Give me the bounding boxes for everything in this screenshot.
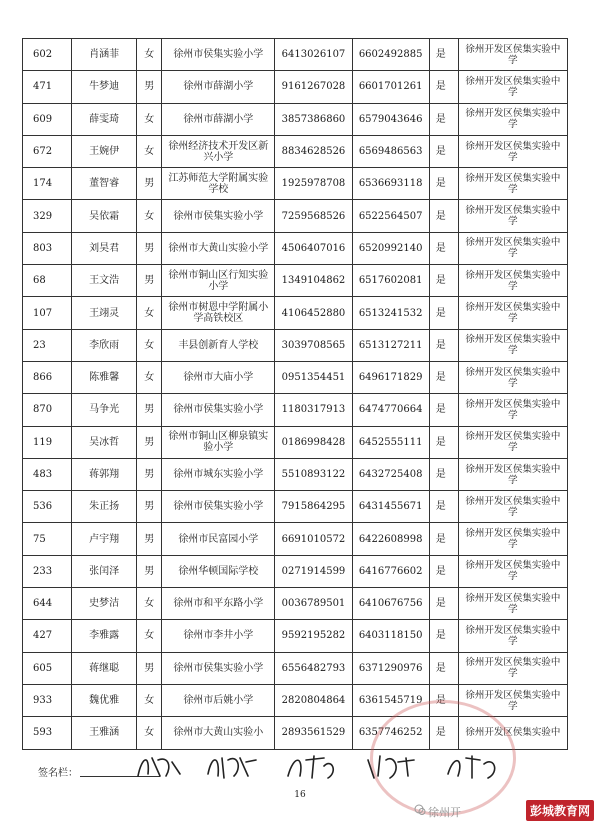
cell-number-2: 6410676756 bbox=[352, 588, 429, 620]
cell-number-2: 6422608998 bbox=[352, 523, 429, 555]
cell-number-2: 6361545719 bbox=[352, 684, 429, 716]
table-row bbox=[23, 652, 568, 684]
table-row bbox=[23, 458, 568, 490]
page-number: 16 bbox=[294, 790, 306, 800]
cell-number-2: 6513241532 bbox=[352, 297, 429, 329]
cell-sex: 女 bbox=[137, 39, 162, 71]
cell-destination: 徐州开发区侯集实验中学 bbox=[458, 555, 567, 587]
cell-destination: 徐州开发区侯集实验中学 bbox=[458, 491, 567, 523]
cell-sex: 男 bbox=[137, 491, 162, 523]
cell-school: 徐州市大黄山实验小 bbox=[162, 717, 275, 749]
cell-sex: 女 bbox=[137, 135, 162, 167]
cell-sex: 男 bbox=[137, 71, 162, 103]
roster-body bbox=[23, 39, 568, 750]
cell-flag: 是 bbox=[429, 717, 458, 749]
cell-number-1: 0186998428 bbox=[275, 426, 352, 458]
cell-sex: 男 bbox=[137, 394, 162, 426]
cell-sex: 男 bbox=[137, 168, 162, 200]
cell-sex: 男 bbox=[137, 555, 162, 587]
handwritten-signatures bbox=[128, 746, 568, 786]
student-roster-table bbox=[22, 38, 568, 750]
cell-name: 李雅露 bbox=[72, 620, 137, 652]
cell-school: 徐州市民富园小学 bbox=[162, 523, 275, 555]
cell-number-1: 9592195282 bbox=[275, 620, 352, 652]
cell-id: 119 bbox=[23, 426, 72, 458]
cell-number-2: 6522564507 bbox=[352, 200, 429, 232]
cell-flag: 是 bbox=[429, 652, 458, 684]
cell-destination: 徐州开发区侯集实验中学 bbox=[458, 135, 567, 167]
roster-sheet bbox=[22, 38, 582, 750]
cell-destination: 徐州开发区侯集实验中学 bbox=[458, 329, 567, 361]
table-row bbox=[23, 265, 568, 297]
cell-id: 672 bbox=[23, 135, 72, 167]
table-row bbox=[23, 523, 568, 555]
cell-name: 陈雅馨 bbox=[72, 361, 137, 393]
cell-destination: 徐州开发区侯集实验中学 bbox=[458, 103, 567, 135]
cell-id: 75 bbox=[23, 523, 72, 555]
cell-flag: 是 bbox=[429, 200, 458, 232]
cell-sex: 男 bbox=[137, 232, 162, 264]
cell-name: 王婉伊 bbox=[72, 135, 137, 167]
cell-destination: 徐州开发区侯集实验中学 bbox=[458, 588, 567, 620]
cell-destination: 徐州开发区侯集实验中学 bbox=[458, 684, 567, 716]
cell-flag: 是 bbox=[429, 620, 458, 652]
cell-school: 丰县创新育人学校 bbox=[162, 329, 275, 361]
cell-school: 徐州市后姚小学 bbox=[162, 684, 275, 716]
table-row bbox=[23, 297, 568, 329]
cell-number-1: 5510893122 bbox=[275, 458, 352, 490]
cell-sex: 男 bbox=[137, 523, 162, 555]
table-row bbox=[23, 329, 568, 361]
cell-number-1: 6413026107 bbox=[275, 39, 352, 71]
cell-flag: 是 bbox=[429, 426, 458, 458]
table-row bbox=[23, 103, 568, 135]
cell-school: 徐州华顿国际学校 bbox=[162, 555, 275, 587]
cell-id: 866 bbox=[23, 361, 72, 393]
cell-id: 233 bbox=[23, 555, 72, 587]
cell-number-1: 0036789501 bbox=[275, 588, 352, 620]
cell-number-2: 6517602081 bbox=[352, 265, 429, 297]
table-row bbox=[23, 168, 568, 200]
cell-name: 吴依霜 bbox=[72, 200, 137, 232]
cell-id: 427 bbox=[23, 620, 72, 652]
cell-id: 107 bbox=[23, 297, 72, 329]
table-row bbox=[23, 555, 568, 587]
cell-sex: 女 bbox=[137, 684, 162, 716]
cell-number-1: 1925978708 bbox=[275, 168, 352, 200]
cell-destination: 徐州开发区侯集实验中学 bbox=[458, 71, 567, 103]
cell-flag: 是 bbox=[429, 135, 458, 167]
cell-name: 肖涵菲 bbox=[72, 39, 137, 71]
cell-flag: 是 bbox=[429, 458, 458, 490]
cell-number-2: 6569486563 bbox=[352, 135, 429, 167]
cell-number-1: 8834628526 bbox=[275, 135, 352, 167]
cell-name: 王雅涵 bbox=[72, 717, 137, 749]
cell-id: 593 bbox=[23, 717, 72, 749]
cell-school: 徐州经济技术开发区新兴小学 bbox=[162, 135, 275, 167]
cell-destination: 徐州开发区侯集实验中学 bbox=[458, 168, 567, 200]
cell-number-2: 6371290976 bbox=[352, 652, 429, 684]
cell-number-1: 7915864295 bbox=[275, 491, 352, 523]
cell-destination: 徐州开发区侯集实验中学 bbox=[458, 297, 567, 329]
cell-number-2: 6452555111 bbox=[352, 426, 429, 458]
cell-school: 徐州市大庙小学 bbox=[162, 361, 275, 393]
cell-number-1: 9161267028 bbox=[275, 71, 352, 103]
cell-id: 803 bbox=[23, 232, 72, 264]
cell-name: 魏优雅 bbox=[72, 684, 137, 716]
cell-number-2: 6474770664 bbox=[352, 394, 429, 426]
sign-label: 签名栏： bbox=[38, 768, 78, 779]
cell-number-1: 6556482793 bbox=[275, 652, 352, 684]
cell-sex: 女 bbox=[137, 329, 162, 361]
cell-name: 张闰泽 bbox=[72, 555, 137, 587]
cell-number-1: 2820804864 bbox=[275, 684, 352, 716]
cell-sex: 男 bbox=[137, 265, 162, 297]
cell-sex: 女 bbox=[137, 588, 162, 620]
cell-number-2: 6602492885 bbox=[352, 39, 429, 71]
cell-number-1: 1180317913 bbox=[275, 394, 352, 426]
cell-sex: 女 bbox=[137, 200, 162, 232]
cell-id: 870 bbox=[23, 394, 72, 426]
cell-school: 徐州市和平东路小学 bbox=[162, 588, 275, 620]
cell-sex: 女 bbox=[137, 297, 162, 329]
table-row bbox=[23, 232, 568, 264]
cell-sex: 女 bbox=[137, 620, 162, 652]
cell-id: 536 bbox=[23, 491, 72, 523]
wechat-icon bbox=[414, 804, 426, 816]
cell-flag: 是 bbox=[429, 555, 458, 587]
cell-school: 徐州市侯集实验小学 bbox=[162, 200, 275, 232]
cell-school: 徐州市薛湖小学 bbox=[162, 71, 275, 103]
cell-number-2: 6520992140 bbox=[352, 232, 429, 264]
cell-number-2: 6513127211 bbox=[352, 329, 429, 361]
cell-destination: 徐州开发区侯集实验中学 bbox=[458, 361, 567, 393]
cell-number-2: 6432725408 bbox=[352, 458, 429, 490]
cell-flag: 是 bbox=[429, 265, 458, 297]
cell-name: 朱正扬 bbox=[72, 491, 137, 523]
cell-flag: 是 bbox=[429, 361, 458, 393]
cell-id: 329 bbox=[23, 200, 72, 232]
cell-name: 吴冰哲 bbox=[72, 426, 137, 458]
cell-sex: 男 bbox=[137, 652, 162, 684]
table-row bbox=[23, 588, 568, 620]
cell-destination: 徐州开发区侯集实验中学 bbox=[458, 394, 567, 426]
cell-flag: 是 bbox=[429, 103, 458, 135]
cell-school: 徐州市李井小学 bbox=[162, 620, 275, 652]
cell-flag: 是 bbox=[429, 329, 458, 361]
cell-name: 牛梦迪 bbox=[72, 71, 137, 103]
cell-number-2: 6536693118 bbox=[352, 168, 429, 200]
cell-number-2: 6357746252 bbox=[352, 717, 429, 749]
cell-school: 徐州市树恩中学附属小学高铁校区 bbox=[162, 297, 275, 329]
cell-destination: 徐州开发区侯集实验中学 bbox=[458, 523, 567, 555]
cell-destination: 徐州开发区侯集实验中学 bbox=[458, 458, 567, 490]
cell-number-1: 6691010572 bbox=[275, 523, 352, 555]
table-row bbox=[23, 39, 568, 71]
cell-name: 董智睿 bbox=[72, 168, 137, 200]
table-row bbox=[23, 200, 568, 232]
cell-flag: 是 bbox=[429, 39, 458, 71]
cell-school: 徐州市侯集实验小学 bbox=[162, 491, 275, 523]
cell-number-2: 6431455671 bbox=[352, 491, 429, 523]
cell-flag: 是 bbox=[429, 523, 458, 555]
watermark-banner bbox=[418, 800, 600, 822]
cell-sex: 女 bbox=[137, 103, 162, 135]
cell-name: 卢宇翔 bbox=[72, 523, 137, 555]
cell-id: 933 bbox=[23, 684, 72, 716]
cell-sex: 女 bbox=[137, 717, 162, 749]
cell-number-1: 3039708565 bbox=[275, 329, 352, 361]
table-row bbox=[23, 491, 568, 523]
cell-name: 薛雯琦 bbox=[72, 103, 137, 135]
cell-school: 徐州市铜山区行知实验小学 bbox=[162, 265, 275, 297]
cell-flag: 是 bbox=[429, 232, 458, 264]
cell-number-1: 0951354451 bbox=[275, 361, 352, 393]
cell-name: 蒋继聪 bbox=[72, 652, 137, 684]
cell-flag: 是 bbox=[429, 168, 458, 200]
cell-name: 李欣雨 bbox=[72, 329, 137, 361]
table-row bbox=[23, 394, 568, 426]
cell-name: 蒋郭翔 bbox=[72, 458, 137, 490]
cell-school: 徐州市侯集实验小学 bbox=[162, 394, 275, 426]
cell-destination: 徐州开发区侯集实验中学 bbox=[458, 265, 567, 297]
cell-id: 605 bbox=[23, 652, 72, 684]
cell-number-1: 1349104862 bbox=[275, 265, 352, 297]
cell-sex: 女 bbox=[137, 361, 162, 393]
cell-flag: 是 bbox=[429, 297, 458, 329]
cell-flag: 是 bbox=[429, 394, 458, 426]
cell-name: 王翊灵 bbox=[72, 297, 137, 329]
cell-school: 徐州市铜山区柳泉镇实验小学 bbox=[162, 426, 275, 458]
cell-id: 471 bbox=[23, 71, 72, 103]
cell-id: 174 bbox=[23, 168, 72, 200]
cell-number-1: 4106452880 bbox=[275, 297, 352, 329]
cell-number-2: 6601701261 bbox=[352, 71, 429, 103]
cell-school: 徐州市侯集实验小学 bbox=[162, 652, 275, 684]
table-row bbox=[23, 620, 568, 652]
cell-destination: 徐州开发区侯集实验中 bbox=[458, 717, 567, 749]
cell-school: 徐州市薛湖小学 bbox=[162, 103, 275, 135]
cell-id: 68 bbox=[23, 265, 72, 297]
cell-id: 609 bbox=[23, 103, 72, 135]
watermark-text: 徐州开 bbox=[428, 806, 461, 819]
cell-number-1: 0271914599 bbox=[275, 555, 352, 587]
cell-number-2: 6579043646 bbox=[352, 103, 429, 135]
cell-name: 刘昊君 bbox=[72, 232, 137, 264]
cell-id: 644 bbox=[23, 588, 72, 620]
cell-school: 徐州市城东实验小学 bbox=[162, 458, 275, 490]
cell-flag: 是 bbox=[429, 71, 458, 103]
cell-school: 江苏师范大学附属实验学校 bbox=[162, 168, 275, 200]
cell-number-1: 2893561529 bbox=[275, 717, 352, 749]
cell-destination: 徐州开发区侯集实验中学 bbox=[458, 39, 567, 71]
cell-id: 602 bbox=[23, 39, 72, 71]
cell-flag: 是 bbox=[429, 491, 458, 523]
cell-destination: 徐州开发区侯集实验中学 bbox=[458, 652, 567, 684]
cell-flag: 是 bbox=[429, 588, 458, 620]
signature-row bbox=[38, 752, 578, 792]
table-row bbox=[23, 71, 568, 103]
table-row bbox=[23, 426, 568, 458]
cell-destination: 徐州开发区侯集实验中学 bbox=[458, 620, 567, 652]
table-row bbox=[23, 135, 568, 167]
cell-flag: 是 bbox=[429, 684, 458, 716]
cell-number-2: 6416776602 bbox=[352, 555, 429, 587]
cell-destination: 徐州开发区侯集实验中学 bbox=[458, 200, 567, 232]
cell-sex: 男 bbox=[137, 458, 162, 490]
cell-school: 徐州市侯集实验小学 bbox=[162, 39, 275, 71]
cell-number-2: 6403118150 bbox=[352, 620, 429, 652]
cell-name: 史梦洁 bbox=[72, 588, 137, 620]
cell-id: 483 bbox=[23, 458, 72, 490]
cell-destination: 徐州开发区侯集实验中学 bbox=[458, 232, 567, 264]
cell-sex: 男 bbox=[137, 426, 162, 458]
cell-number-1: 4506407016 bbox=[275, 232, 352, 264]
cell-number-2: 6496171829 bbox=[352, 361, 429, 393]
cell-destination: 徐州开发区侯集实验中学 bbox=[458, 426, 567, 458]
cell-number-1: 3857386860 bbox=[275, 103, 352, 135]
watermark-brand-logo: 彭城教育网 bbox=[526, 800, 594, 821]
table-row bbox=[23, 361, 568, 393]
cell-school: 徐州市大黄山实验小学 bbox=[162, 232, 275, 264]
cell-number-1: 7259568526 bbox=[275, 200, 352, 232]
cell-id: 23 bbox=[23, 329, 72, 361]
cell-name: 王文浩 bbox=[72, 265, 137, 297]
cell-name: 马争光 bbox=[72, 394, 137, 426]
